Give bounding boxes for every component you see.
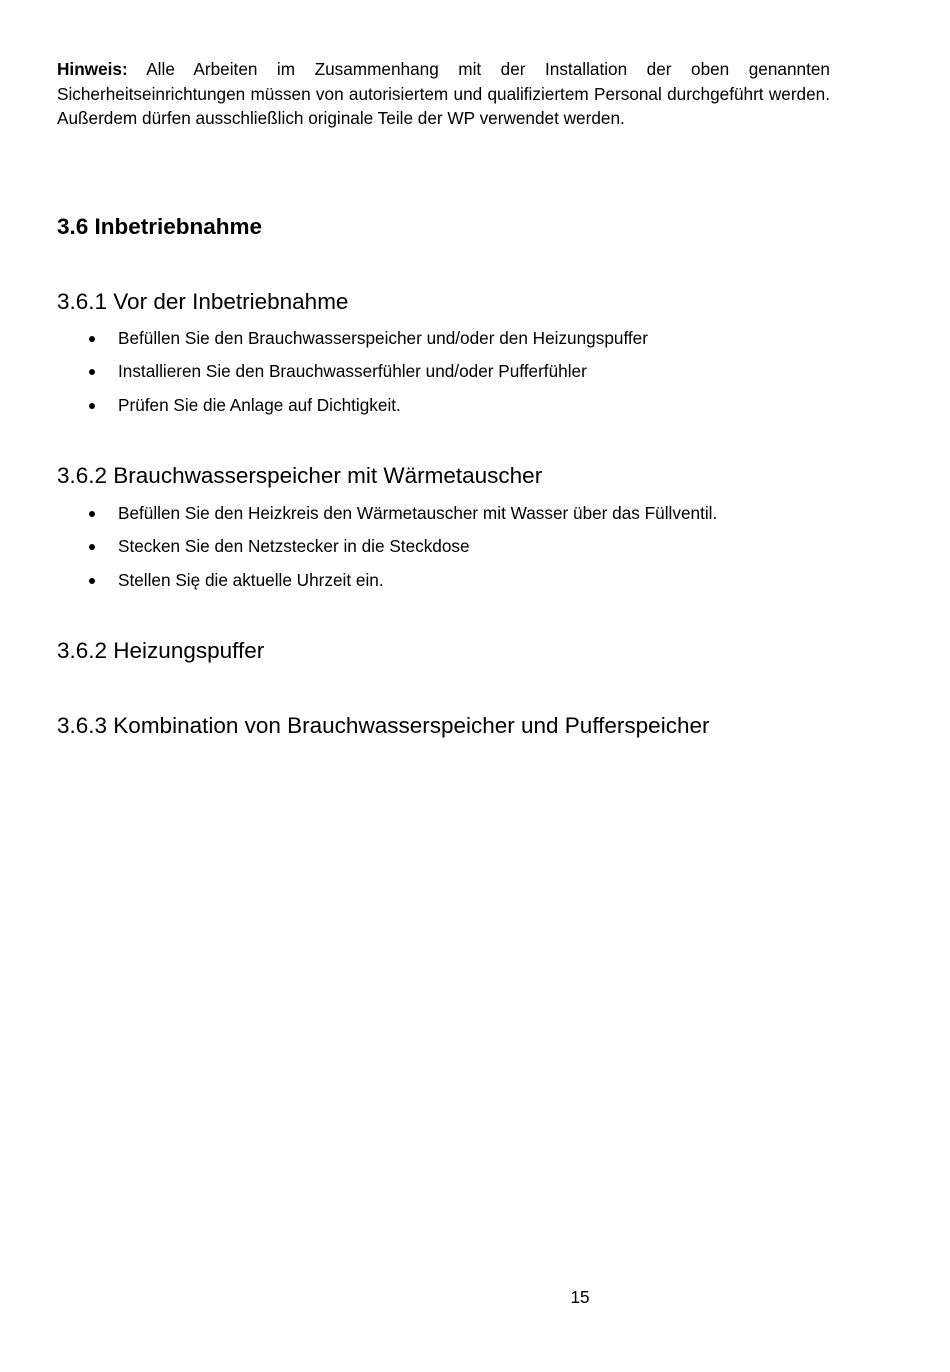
- list-item: Befüllen Sie den Brauchwasserspeicher und/oder den Heizungspuffer: [57, 322, 648, 355]
- bullet-icon: [89, 544, 95, 550]
- list-item: Prüfen Sie die Anlage auf Dichtigkeit.: [57, 389, 648, 422]
- bullet-icon: [89, 511, 95, 517]
- subsection-heading-3-6-3: 3.6.3 Kombination von Brauchwasserspeicher und Pufferspeicher: [57, 713, 710, 738]
- list-item: Befüllen Sie den Heizkreis den Wärmetauscher mit Wasser über das Füllventil.: [57, 497, 717, 530]
- list-item: Stellen Się die aktuelle Uhrzeit ein.: [57, 564, 717, 597]
- subsection-heading-3-6-2-heizungspuffer: 3.6.2 Heizungspuffer: [57, 638, 265, 663]
- list-item: Installieren Sie den Brauchwasserfühler und/oder Pufferfühler: [57, 355, 648, 388]
- bullet-list-3-6-1: [57, 322, 648, 422]
- subsection-heading-3-6-1: 3.6.1 Vor der Inbetriebnahme: [57, 289, 349, 314]
- page-number: 15: [570, 1287, 590, 1307]
- bullet-icon: [89, 369, 95, 375]
- note-label: Hinweis:: [57, 59, 128, 79]
- note-paragraph: [57, 57, 830, 131]
- note-text: Alle Arbeiten im Zusammenhang mit der Installation der oben genannten Sicherheitseinrichtungen müssen von autorisiertem und qualifiziertem Personal durchgeführt werden. Außerdem dürfen ausschließlich originale Teile der WP verwendet werden.: [57, 59, 830, 128]
- bullet-icon: [89, 336, 95, 342]
- bullet-list-3-6-2: [57, 497, 717, 597]
- bullet-icon: [89, 403, 95, 409]
- subsection-heading-3-6-2-brauchwasser: 3.6.2 Brauchwasserspeicher mit Wärmetauscher: [57, 463, 543, 488]
- bullet-icon: [89, 578, 95, 584]
- list-item: Stecken Sie den Netzstecker in die Steckdose: [57, 530, 717, 563]
- section-heading: 3.6 Inbetriebnahme: [57, 214, 263, 239]
